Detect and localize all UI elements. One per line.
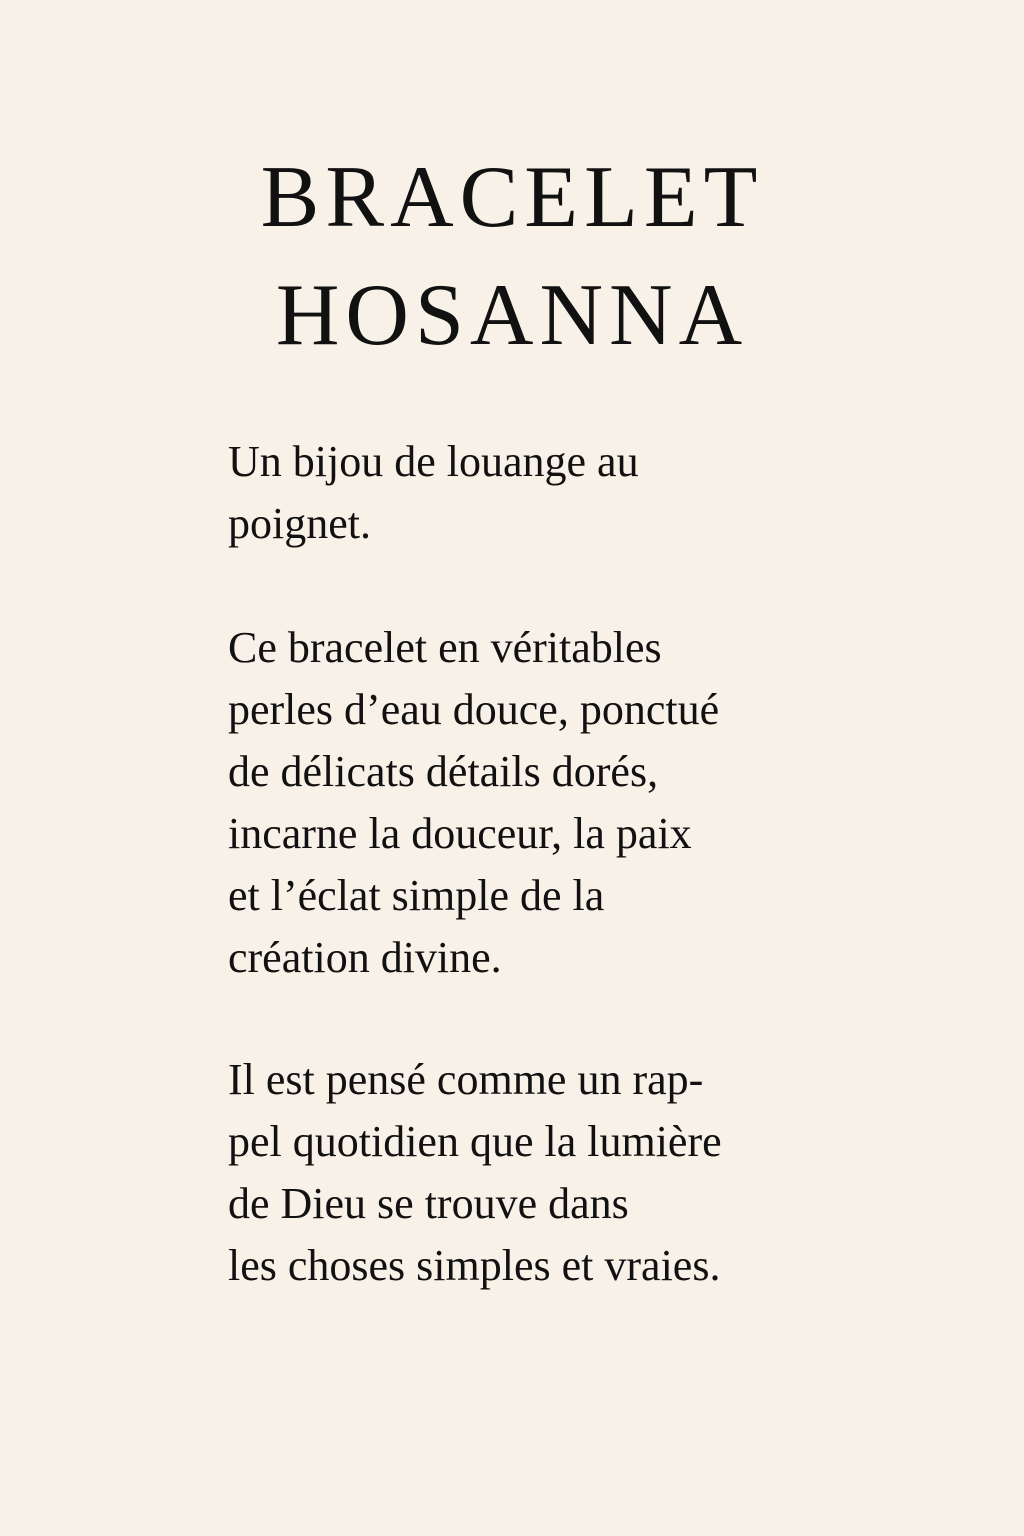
text-line: perles d’eau douce, ponctué <box>228 685 720 734</box>
text-line: les choses simples et vraies. <box>228 1241 721 1290</box>
description-paragraph <box>228 617 868 989</box>
text-line: pel quotidien que la lumière <box>228 1117 722 1166</box>
text-line: de Dieu se trouve dans <box>228 1179 629 1228</box>
purpose-paragraph <box>228 1049 868 1297</box>
title-line-1: BRACELET <box>260 149 764 246</box>
text-line: et l’éclat simple de la <box>228 871 605 920</box>
text-line: Un bijou de louange au <box>228 437 639 486</box>
text-line: Ce bracelet en véritables <box>228 623 662 672</box>
text-line: de délicats détails dorés, <box>228 747 659 796</box>
text-line: incarne la douceur, la paix <box>228 809 692 858</box>
title-line-2: HOSANNA <box>275 267 749 364</box>
intro-paragraph <box>228 431 868 555</box>
text-line: création divine. <box>228 933 502 982</box>
text-line: Il est pensé comme un rap- <box>228 1055 704 1104</box>
text-line: poignet. <box>228 499 371 548</box>
